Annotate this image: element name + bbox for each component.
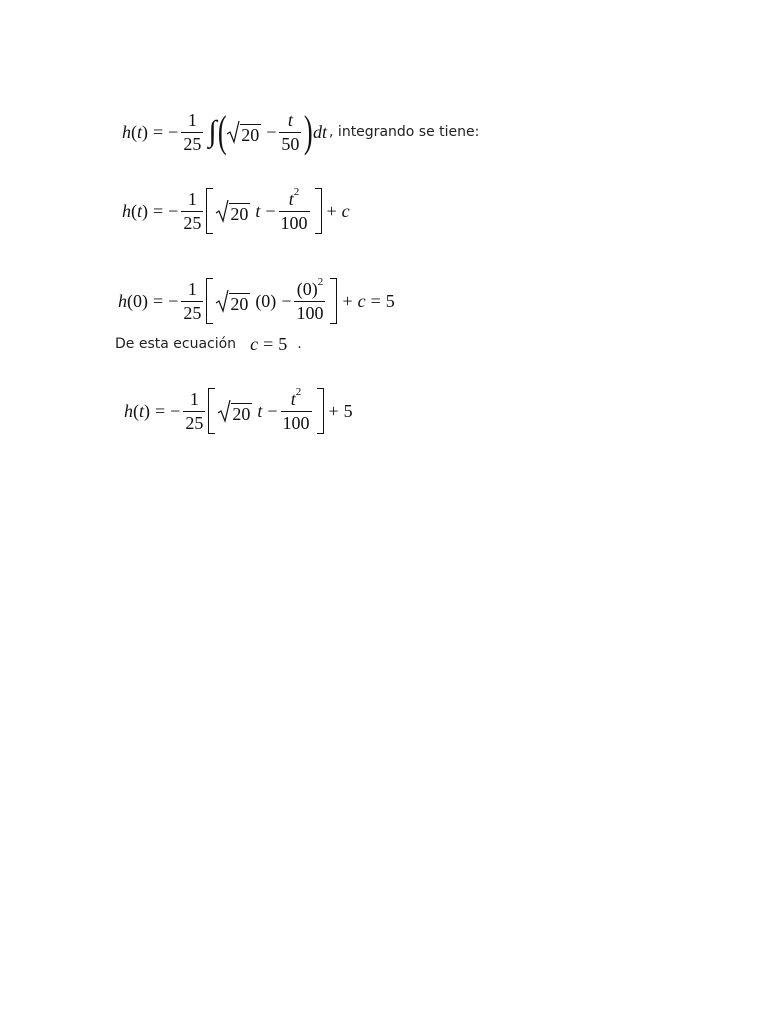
lparen: ( [133, 401, 139, 421]
equation-5 [124, 385, 353, 434]
rparen: ) [144, 401, 151, 421]
equals-sign: = [370, 291, 381, 311]
lparen: ( [131, 122, 137, 143]
right-bracket [317, 388, 324, 434]
var-t: t [139, 401, 145, 421]
text-de-esta-ecuacion: De esta ecuación [115, 336, 237, 352]
denominator: 100 [280, 212, 308, 233]
var-h: h [122, 201, 131, 221]
const-c: c [250, 334, 259, 354]
minus-sign: − [168, 201, 179, 221]
numerator: 1 [187, 110, 197, 130]
var-t: t [255, 201, 261, 221]
var-t: t [137, 122, 143, 143]
numerator: 1 [187, 188, 197, 209]
equals-sign: = [153, 201, 164, 221]
sqrt-20 [215, 199, 250, 223]
denominator: 25 [183, 133, 202, 154]
equation-1 [122, 107, 480, 157]
fraction-t2-100 [279, 185, 310, 233]
var-h: h [124, 401, 133, 421]
denominator: 25 [183, 212, 202, 233]
radicand: 20 [230, 294, 249, 314]
equals-sign: = [263, 334, 274, 354]
var-h: h [122, 122, 131, 143]
exponent: 2 [295, 385, 302, 398]
big-left-paren: ( [217, 107, 227, 157]
fraction-t-50 [279, 110, 301, 154]
fraction-t2-100 [281, 385, 312, 433]
sqrt-20 [215, 289, 250, 313]
denominator: 50 [281, 133, 300, 154]
right-bracket [315, 188, 322, 234]
value-five: 5 [385, 291, 395, 311]
exponent: 2 [317, 275, 324, 288]
var-t: t [137, 201, 143, 221]
big-right-paren: ) [304, 107, 314, 157]
equation-2 [122, 185, 350, 234]
minus-sign: − [281, 291, 292, 311]
plus-sign: + [328, 401, 339, 421]
sqrt-20 [217, 399, 252, 423]
var-t: t [290, 388, 296, 409]
equals-sign: = [153, 291, 164, 311]
paren-zero: (0) [255, 291, 277, 311]
numerator: t [287, 110, 293, 130]
denominator: 25 [185, 412, 204, 433]
denominator: 100 [282, 412, 310, 433]
integral-sign: ∫ [208, 115, 217, 149]
sqrt-20 [226, 120, 261, 144]
fraction-1-25 [183, 389, 205, 433]
exponent: 2 [293, 185, 300, 198]
var-h: h [118, 291, 127, 311]
denominator: 100 [296, 302, 324, 323]
value-five: 5 [343, 401, 353, 421]
sentence-line [115, 335, 302, 353]
const-c: c [341, 201, 350, 221]
fraction-1-25 [181, 110, 203, 154]
differential-dt: dt [313, 122, 328, 143]
radicand: 20 [232, 404, 251, 424]
left-bracket [206, 188, 213, 234]
const-c: c [357, 291, 366, 311]
fraction-0sq-100 [294, 275, 325, 323]
rparen: ) [142, 201, 149, 221]
text-period: . [297, 336, 302, 352]
minus-sign: − [267, 401, 278, 421]
radicand: 20 [230, 204, 249, 224]
value-five: 5 [278, 334, 288, 354]
radicand: 20 [241, 125, 260, 146]
numerator: 1 [189, 388, 199, 409]
plus-sign: + [326, 201, 337, 221]
numerator: 1 [187, 278, 197, 299]
left-bracket [208, 388, 215, 434]
equals-sign: = [153, 122, 164, 143]
paren-zero: (0) [296, 278, 318, 299]
lparen: ( [131, 201, 137, 221]
minus-sign: − [170, 401, 181, 421]
var-t: t [288, 188, 294, 209]
var-t: t [257, 401, 263, 421]
minus-sign: − [266, 122, 277, 143]
fraction-1-25 [181, 189, 203, 233]
equation-3 [118, 275, 395, 324]
left-bracket [206, 278, 213, 324]
plus-sign: + [342, 291, 353, 311]
minus-sign: − [168, 291, 179, 311]
minus-sign: − [265, 201, 276, 221]
fraction-1-25 [181, 279, 203, 323]
rparen: ) [142, 122, 149, 143]
right-bracket [330, 278, 337, 324]
equals-sign: = [155, 401, 166, 421]
text-integrando: , integrando se tiene: [329, 124, 480, 141]
denominator: 25 [183, 302, 202, 323]
minus-sign: − [168, 122, 179, 143]
arg-zero: (0) [127, 291, 148, 311]
